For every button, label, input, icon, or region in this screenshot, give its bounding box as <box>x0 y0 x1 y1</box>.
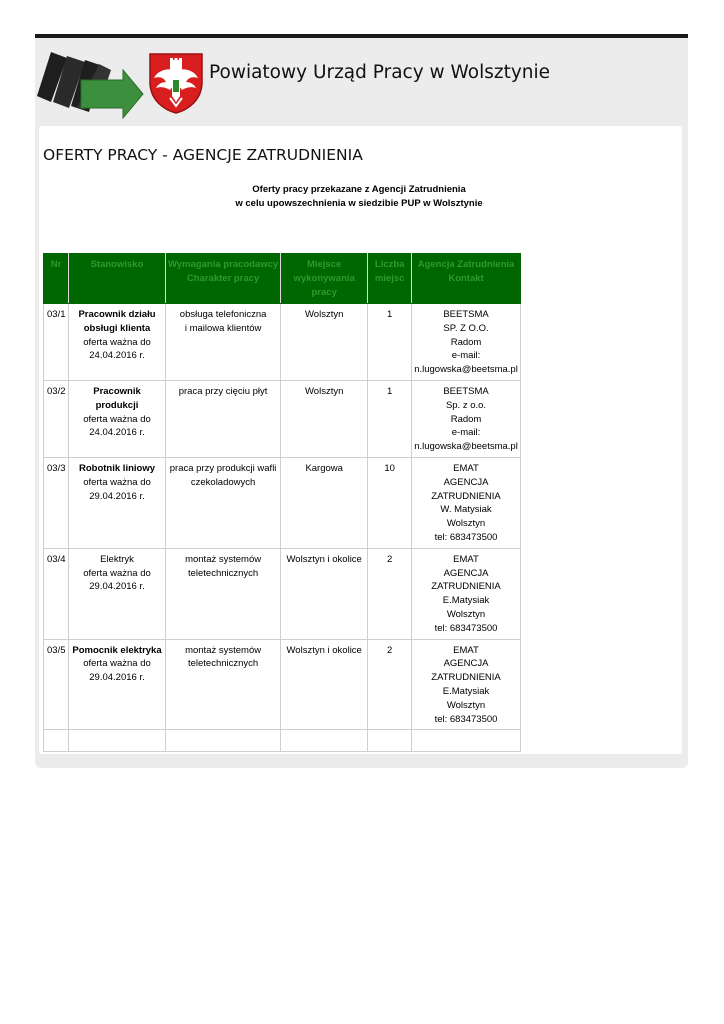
column-header-position: Stanowisko <box>69 254 166 304</box>
cell-place: Wolsztyn <box>281 380 368 457</box>
cell-agency: EMAT AGENCJA ZATRUDNIENIA W. Matysiak Wolsztyn tel: 683473500 <box>412 457 521 548</box>
table-row-empty <box>44 730 521 752</box>
cell-place: Wolsztyn i okolice <box>281 639 368 730</box>
cell-position: Pracownik produkcji oferta ważna do 24.04.2016 r. <box>69 380 166 457</box>
intro-text <box>39 183 679 211</box>
job-offers-table <box>43 253 521 752</box>
coat-of-arms-icon <box>148 52 204 114</box>
column-header-place: Miejsce wykonywania pracy <box>281 254 368 304</box>
column-header-agency: Agencja Zatrudnienia Kontakt <box>412 254 521 304</box>
main-content <box>39 126 682 754</box>
cell-position: Pomocnik elektryka oferta ważna do 29.04.2016 r. <box>69 639 166 730</box>
table-header-row <box>44 254 521 304</box>
cell-count: 10 <box>368 457 412 548</box>
page-title: OFERTY PRACY - AGENCJE ZATRUDNIENIA <box>43 146 363 164</box>
cell-nr: 03/2 <box>44 380 69 457</box>
cell-position: Robotnik liniowy oferta ważna do 29.04.2016 r. <box>69 457 166 548</box>
cell-requirements: praca przy cięciu płyt <box>166 380 281 457</box>
table-row <box>44 457 521 548</box>
column-header-nr: Nr <box>44 254 69 304</box>
cell-requirements: praca przy produkcji wafli czekoladowych <box>166 457 281 548</box>
cell-nr: 03/4 <box>44 548 69 639</box>
cell-agency: EMAT AGENCJA ZATRUDNIENIA E.Matysiak Wolsztyn tel: 683473500 <box>412 639 521 730</box>
cell-nr: 03/5 <box>44 639 69 730</box>
table-row <box>44 304 521 381</box>
cell-agency: EMAT AGENCJA ZATRUDNIENIA E.Matysiak Wolsztyn tel: 683473500 <box>412 548 521 639</box>
table-row <box>44 548 521 639</box>
cell-empty <box>412 730 521 752</box>
intro-line: w celu upowszechnienia w siedzibie PUP w Wolsztynie <box>235 198 483 209</box>
cell-place: Wolsztyn i okolice <box>281 548 368 639</box>
pup-logo-icon <box>37 48 145 120</box>
cell-agency: BEETSMA SP. Z O.O. Radom e-mail: n.lugowska@beetsma.pl <box>412 304 521 381</box>
cell-empty <box>166 730 281 752</box>
cell-empty <box>44 730 69 752</box>
cell-count: 2 <box>368 548 412 639</box>
page-frame <box>35 34 688 768</box>
cell-position: Pracownik działu obsługi klienta oferta ważna do 24.04.2016 r. <box>69 304 166 381</box>
column-header-requirements: Wymagania pracodawcy Charakter pracy <box>166 254 281 304</box>
cell-count: 1 <box>368 304 412 381</box>
cell-agency: BEETSMA Sp. z o.o. Radom e-mail: n.lugowska@beetsma.pl <box>412 380 521 457</box>
cell-place: Wolsztyn <box>281 304 368 381</box>
column-header-count: Liczba miejsc <box>368 254 412 304</box>
cell-requirements: obsługa telefoniczna i mailowa klientów <box>166 304 281 381</box>
cell-empty <box>281 730 368 752</box>
cell-nr: 03/1 <box>44 304 69 381</box>
cell-nr: 03/3 <box>44 457 69 548</box>
site-title: Powiatowy Urząd Pracy w Wolsztynie <box>209 62 551 83</box>
intro-line: Oferty pracy przekazane z Agencji Zatrudnienia <box>252 184 466 195</box>
cell-position: Elektryk oferta ważna do 29.04.2016 r. <box>69 548 166 639</box>
cell-empty <box>368 730 412 752</box>
table-row <box>44 380 521 457</box>
cell-count: 1 <box>368 380 412 457</box>
site-header <box>35 38 688 120</box>
cell-empty <box>69 730 166 752</box>
cell-requirements: montaż systemów teletechnicznych <box>166 548 281 639</box>
cell-count: 2 <box>368 639 412 730</box>
cell-requirements: montaż systemów teletechnicznych <box>166 639 281 730</box>
cell-place: Kargowa <box>281 457 368 548</box>
table-row <box>44 639 521 730</box>
